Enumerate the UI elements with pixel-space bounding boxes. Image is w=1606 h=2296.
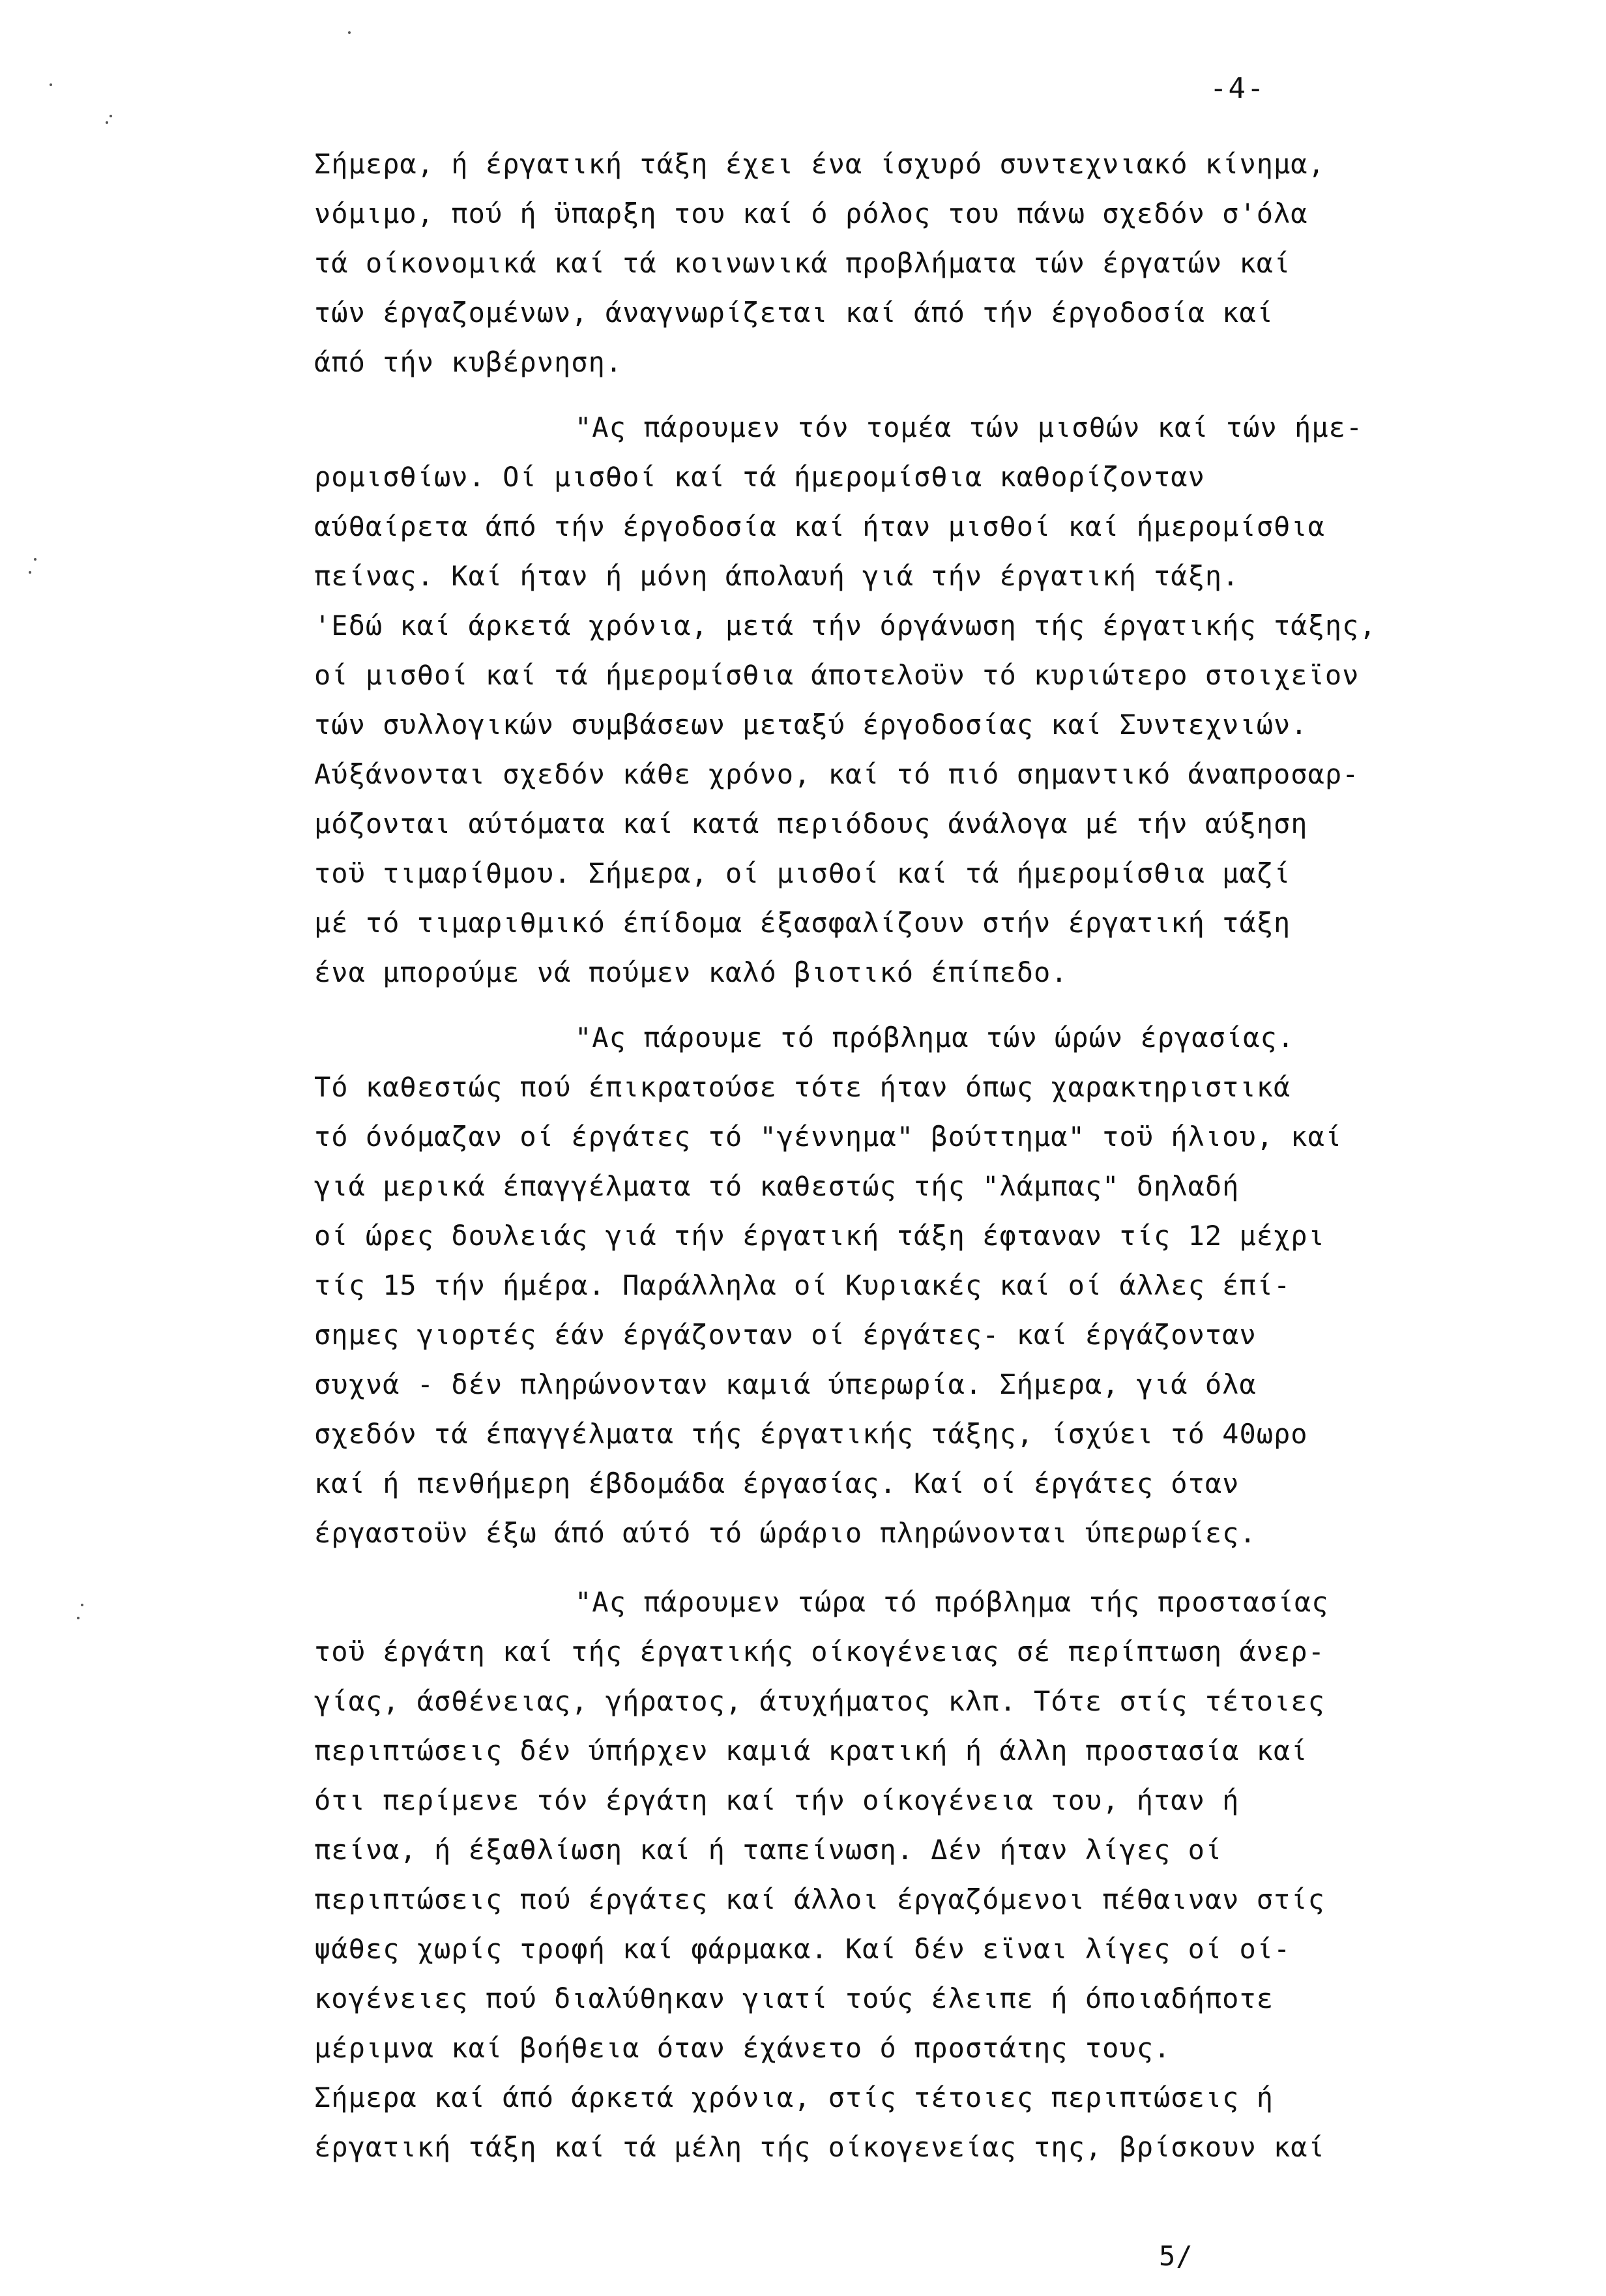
text-line: περιπτώσεις πού έργάτες καί άλλοι έργαζόμενοι πέθαιναν στίς xyxy=(314,1883,1325,1915)
text-line: τά οίκονομικά καί τά κοινωνικά προβλήματα τών έργατών καί xyxy=(314,247,1291,279)
text-line: οί ώρες δουλειάς γιά τήν έργατική τάξη έφταναν τίς 12 μέχρι xyxy=(314,1220,1325,1252)
page-number: -4- xyxy=(1210,72,1266,105)
text-line: τών έργαζομένων, άναγνωρίζεται καί άπό τήν έργοδοσία καί xyxy=(314,297,1274,329)
text-line: "Ας πάρουμε τό πρόβλημα τών ώρών έργασίας. xyxy=(575,1022,1295,1053)
text-line: έργατική τάξη καί τά μέλη τής οίκογενείας της, βρίσκουν καί xyxy=(314,2131,1325,2163)
text-line: 'Εδώ καί άρκετά χρόνια, μετά τήν όργάνωση τής έργατικής τάξης, xyxy=(314,610,1377,641)
text-line: τοϋ τιμαρίθμου. Σήμερα, οί μισθοί καί τά ήμερομίσθια μαζί xyxy=(314,857,1291,889)
paragraph-2 xyxy=(314,403,1540,997)
text-line: οί μισθοί καί τά ήμερομίσθια άποτελοϋν τό κυριώτερο στοιχεϊον xyxy=(314,659,1360,691)
scan-speck xyxy=(77,1617,80,1619)
text-line: ρομισθίων. Οί μισθοί καί τά ήμερομίσθια καθορίζονταν xyxy=(314,461,1205,493)
text-line: σημες γιορτές έάν έργάζονταν οί έργάτες- καί έργάζονταν xyxy=(314,1319,1257,1351)
text-line: τό όνόμαζαν οί έργάτες τό "γέννημα" βούττημα" τοϋ ήλιου, καί xyxy=(314,1121,1343,1153)
text-line: τοϋ έργάτη καί τής έργατικής οίκογένειας σέ περίπτωση άνερ- xyxy=(314,1636,1325,1668)
text-line: περιπτώσεις δέν ύπήρχεν καμιά κρατική ή άλλη προστασία καί xyxy=(314,1735,1308,1767)
text-line: καί ή πενθήμερη έβδομάδα έργασίας. Καί οί έργάτες όταν xyxy=(314,1467,1240,1499)
continuation-marker: 5/ xyxy=(1159,2240,1193,2272)
text-line: κογένειες πού διαλύθηκαν γιατί τούς έλειπε ή όποιαδήποτε xyxy=(314,1982,1274,2014)
paragraph-4 xyxy=(314,1578,1540,2172)
scan-speck xyxy=(50,83,52,86)
paragraph-3 xyxy=(314,1013,1540,1558)
text-line: ψάθες χωρίς τροφή καί φάρμακα. Καί δέν εϊναι λίγες οί οί- xyxy=(314,1933,1291,1965)
text-line: τών συλλογικών συμβάσεων μεταξύ έργοδοσίας καί Συντεχνιών. xyxy=(314,709,1308,741)
text-line: Τό καθεστώς πού έπικρατούσε τότε ήταν όπως χαρακτηριστικά xyxy=(314,1071,1291,1103)
scan-speck xyxy=(81,1604,83,1606)
text-line: ότι περίμενε τόν έργάτη καί τήν οίκογένεια του, ήταν ή xyxy=(314,1784,1240,1816)
text-line: πείνας. Καί ήταν ή μόνη άπολαυή γιά τήν έργατική τάξη. xyxy=(314,560,1240,592)
paragraph-1 xyxy=(314,140,1540,387)
text-line: μόζονται αύτόματα καί κατά περιόδους άνάλογα μέ τήν αύξηση xyxy=(314,808,1308,840)
text-line: γίας, άσθένειας, γήρατος, άτυχήματος κλπ. Τότε στίς τέτοιες xyxy=(314,1685,1325,1717)
text-line: νόμιμο, πού ή ϋπαρξη του καί ό ρόλος του πάνω σχεδόν σ'όλα xyxy=(314,198,1308,229)
text-line: "Ας πάρουμεν τώρα τό πρόβλημα τής προστασίας xyxy=(575,1586,1329,1618)
text-line: ένα μπορούμε νά πούμεν καλό βιοτικό έπίπεδο. xyxy=(314,956,1068,988)
scan-speck xyxy=(29,571,31,574)
text-line: συχνά - δέν πληρώνονταν καμιά ύπερωρία. Σήμερα, γιά όλα xyxy=(314,1368,1257,1400)
text-line: γιά μερικά έπαγγέλματα τό καθεστώς τής "λάμπας" δηλαδή xyxy=(314,1170,1240,1202)
text-line: αύθαίρετα άπό τήν έργοδοσία καί ήταν μισθοί καί ήμερομίσθια xyxy=(314,510,1325,542)
text-line: Αύξάνονται σχεδόν κάθε χρόνο, καί τό πιό σημαντικό άναπροσαρ- xyxy=(314,758,1360,790)
text-line: μέριμνα καί βοήθεια όταν έχάνετο ό προστάτης τους. xyxy=(314,2032,1171,2064)
text-line: τίς 15 τήν ήμέρα. Παράλληλα οί Κυριακές καί οί άλλες έπί- xyxy=(314,1269,1291,1301)
scan-speck xyxy=(348,31,351,34)
text-line: πείνα, ή έξαθλίωση καί ή ταπείνωση. Δέν ήταν λίγες οί xyxy=(314,1834,1223,1866)
text-line: "Ας πάρουμεν τόν τομέα τών μισθών καί τών ήμε- xyxy=(575,411,1364,443)
text-line: άπό τήν κυβέρνηση. xyxy=(314,346,623,378)
text-line: Σήμερα, ή έργατική τάξη έχει ένα ίσχυρό συντεχνιακό κίνημα, xyxy=(314,148,1325,180)
text-line: έργαστοϋν έξω άπό αύτό τό ώράριο πληρώνονται ύπερωρίες. xyxy=(314,1517,1257,1549)
scan-speck xyxy=(34,558,36,561)
text-line: Σήμερα καί άπό άρκετά χρόνια, στίς τέτοιες περιπτώσεις ή xyxy=(314,2082,1274,2113)
body-text xyxy=(314,140,1540,2172)
scan-speck xyxy=(110,115,112,117)
text-line: σχεδόν τά έπαγγέλματα τής έργατικής τάξης, ίσχύει τό 40ωρο xyxy=(314,1418,1308,1450)
text-line: μέ τό τιμαριθμικό έπίδομα έξασφαλίζουν στήν έργατική τάξη xyxy=(314,907,1291,939)
scan-speck xyxy=(106,121,108,124)
